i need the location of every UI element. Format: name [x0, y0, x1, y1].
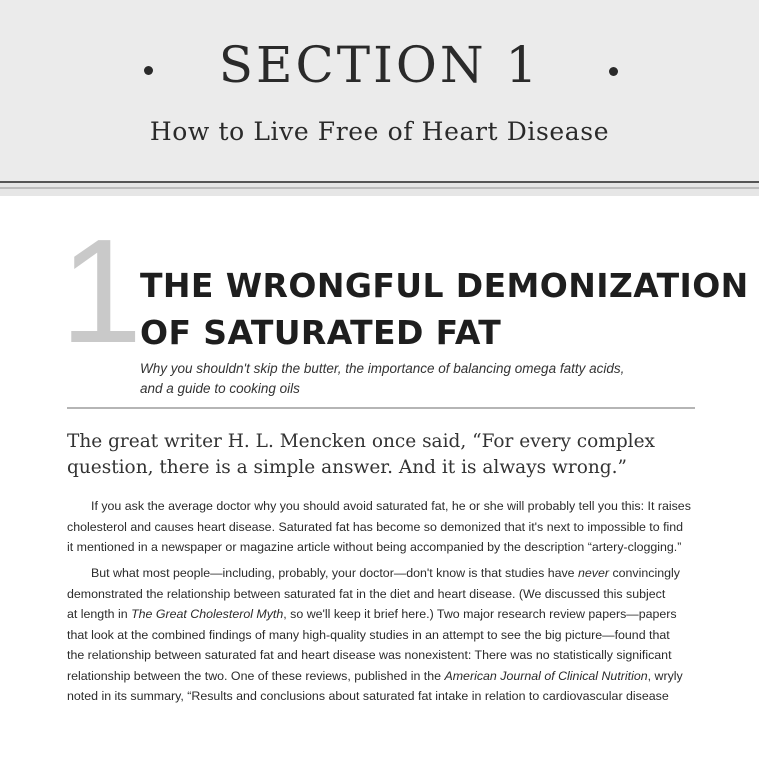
body-line: noted in its summary, “Results and conclusions about saturated fat intake in relation to cardiovascular disease: [67, 689, 669, 703]
header-rule-strip: [0, 183, 759, 196]
lead-line: question, there is a simple answer. And it is always wrong.”: [67, 457, 627, 478]
body-line: If you ask the average doctor why you should avoid saturated fat, he or she will probably tell you this: It raises: [91, 499, 691, 513]
text-run: But what most people—including, probably, your doctor—don't know is that studies have: [91, 566, 579, 580]
body-paragraph: [67, 563, 697, 707]
chapter-subtitle-line: and a guide to cooking oils: [140, 381, 300, 396]
chapter-title: [140, 262, 749, 356]
text-run: relationship between the two. One of these reviews, published in the: [67, 668, 445, 683]
emphasis-text: never: [578, 566, 610, 580]
body-line: [67, 604, 697, 625]
body-paragraph: [67, 496, 697, 558]
book-title-text: The Great Cholesterol Myth: [131, 607, 284, 621]
chapter-number: 1: [60, 209, 143, 374]
text-run: , so we'll keep it brief here.) Two major research review papers—papers: [283, 607, 677, 621]
body-line: the relationship between saturated fat and heart disease was nonexistent: There was no statistically significant: [67, 648, 672, 662]
chapter-subtitle-line: Why you shouldn't skip the butter, the importance of balancing omega fatty acids,: [140, 361, 625, 376]
chapter-subtitle: [140, 359, 700, 399]
section-subtitle: How to Live Free of Heart Disease: [149, 117, 610, 146]
body-line: [67, 666, 697, 687]
journal-title-text: American Journal of Clinical Nutrition: [444, 668, 648, 683]
body-line: [67, 563, 697, 584]
header-rule-gray: [0, 187, 759, 189]
chapter-divider: [67, 407, 695, 409]
body-line: that look at the combined findings of many high-quality studies in an attempt to see the big picture—found that: [67, 627, 670, 642]
text-run: convincingly: [609, 566, 680, 580]
chapter-title-line: THE WRONGFUL DEMONIZATION: [140, 266, 749, 305]
chapter-title-line: OF SATURATED FAT: [140, 313, 502, 352]
body-line: cholesterol and causes heart disease. Saturated fat has become so demonized that it's next to impossible to find: [67, 519, 684, 534]
section-title: SECTION 1: [218, 36, 541, 94]
lead-paragraph: [67, 429, 707, 481]
body-line: it mentioned in a newspaper or magazine article without being accompanied by the description “artery-clogging.”: [67, 540, 682, 554]
text-run: at length in: [67, 607, 132, 621]
body-line: demonstrated the relationship between saturated fat in the diet and heart disease. (We discussed this subject: [67, 586, 666, 601]
text-run: , wryly: [647, 668, 683, 683]
lead-line: The great writer H. L. Mencken once said, “For every complex: [67, 431, 655, 452]
